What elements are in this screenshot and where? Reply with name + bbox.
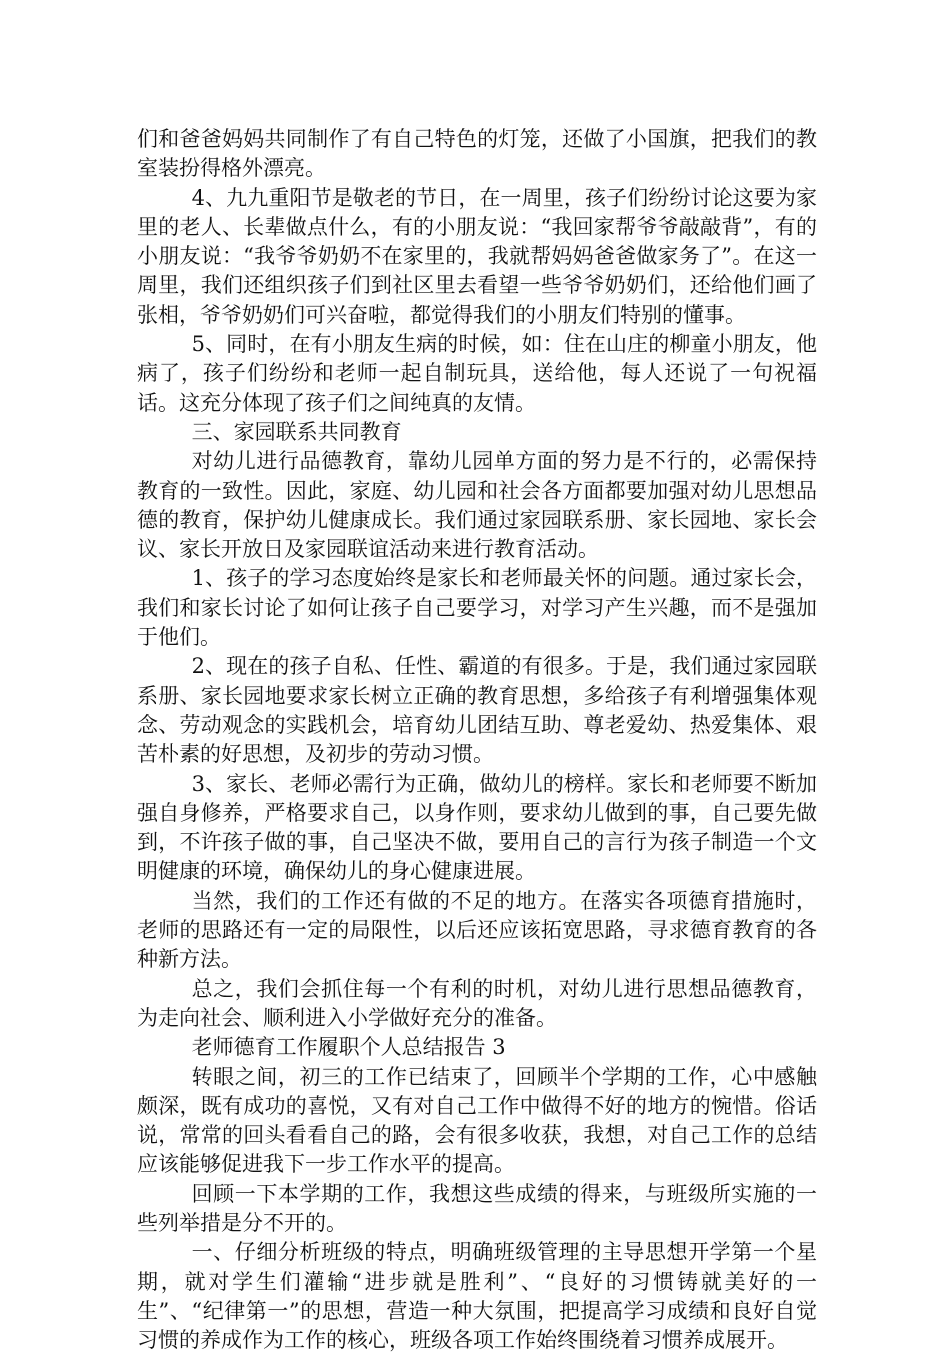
paragraph: 回顾一下本学期的工作，我想这些成绩的得来，与班级所实施的一些列举措是分不开的。 [137,1181,817,1235]
paragraph: 转眼之间，初三的工作已结束了，回顾半个学期的工作，心中感触颇深，既有成功的喜悦，又有对自己工作中做得不好的地方的惋惜。俗话说，常常的回头看看自己的路，会有很多收获，我想，对自己工作的总结应该能够促进我下一步工作水平的提高。 [137,1064,817,1177]
document-body [137,125,817,1355]
paragraph: 们和爸爸妈妈共同制作了有自己特色的灯笼，还做了小国旗，把我们的教室装扮得格外漂亮。 [137,127,817,181]
paragraph: 3、家长、老师必需行为正确，做幼儿的榜样。家长和老师要不断加强自身修养，严格要求自己，以身作则，要求幼儿做到的事，自己要先做到，不许孩子做的事，自己坚决不做，要用自己的言行为孩子制造一个文明健康的环境，确保幼儿的身心健康进展。 [137,771,817,884]
section-heading: 三、家园联系共同教育 [191,419,402,444]
paragraph: 对幼儿进行品德教育，靠幼儿园单方面的努力是不行的，必需保持教育的一致性。因此，家庭、幼儿园和社会各方面都要加强对幼儿思想品德的教育，保护幼儿健康成长。我们通过家园联系册、家长园地、家长会议、家长开放日及家园联谊活动来进行教育活动。 [137,449,817,562]
paragraph: 4、九九重阳节是敬老的节日，在一周里，孩子们纷纷讨论这要为家里的老人、长辈做点什么，有的小朋友说：“我回家帮爷爷敲敲背”，有的小朋友说：“我爷爷奶奶不在家里的，我就帮妈妈爸爸做家务了”。在这一周里，我们还组织孩子们到社区里去看望一些爷爷奶奶们，还给他们画了张相，爷爷奶奶们可兴奋啦，都觉得我们的小朋友们特别的懂事。 [137,185,817,327]
report-title: 老师德育工作履职个人总结报告 3 [191,1035,506,1060]
paragraph: 当然，我们的工作还有做的不足的地方。在落实各项德育措施时，老师的思路还有一定的局限性，以后还应该拓宽思路，寻求德育教育的各种新方法。 [137,888,817,972]
paragraph: 总之，我们会抓住每一个有利的时机，对幼儿进行思想品德教育，为走向社会、顺利进入小学做好充分的准备。 [137,976,817,1030]
paragraph: 5、同时，在有小朋友生病的时候，如：住在山庄的柳童小朋友，他病了，孩子们纷纷和老师一起自制玩具，送给他，每人还说了一句祝福话。这充分体现了孩子们之间纯真的友情。 [137,332,817,415]
paragraph: 2、现在的孩子自私、任性、霸道的有很多。于是，我们通过家园联系册、家长园地要求家长树立正确的教育思想，多给孩子有利增强集体观念、劳动观念的实践机会，培育幼儿团结互助、尊老爱幼、热爱集体、艰苦朴素的好思想，及初步的劳动习惯。 [137,654,817,767]
paragraph: 1、孩子的学习态度始终是家长和老师最关怀的问题。通过家长会，我们和家长讨论了如何让孩子自己要学习，对学习产生兴趣，而不是强加于他们。 [137,566,817,650]
paragraph: 一、仔细分析班级的特点，明确班级管理的主导思想开学第一个星期，就对学生们灌输“进步就是胜利”、“良好的习惯铸就美好的一生”、“纪律第一”的思想，营造一种大氛围，把提高学习成绩和良好自觉习惯的养成作为工作的核心，班级各项工作始终围绕着习惯养成展开。 [137,1240,817,1353]
